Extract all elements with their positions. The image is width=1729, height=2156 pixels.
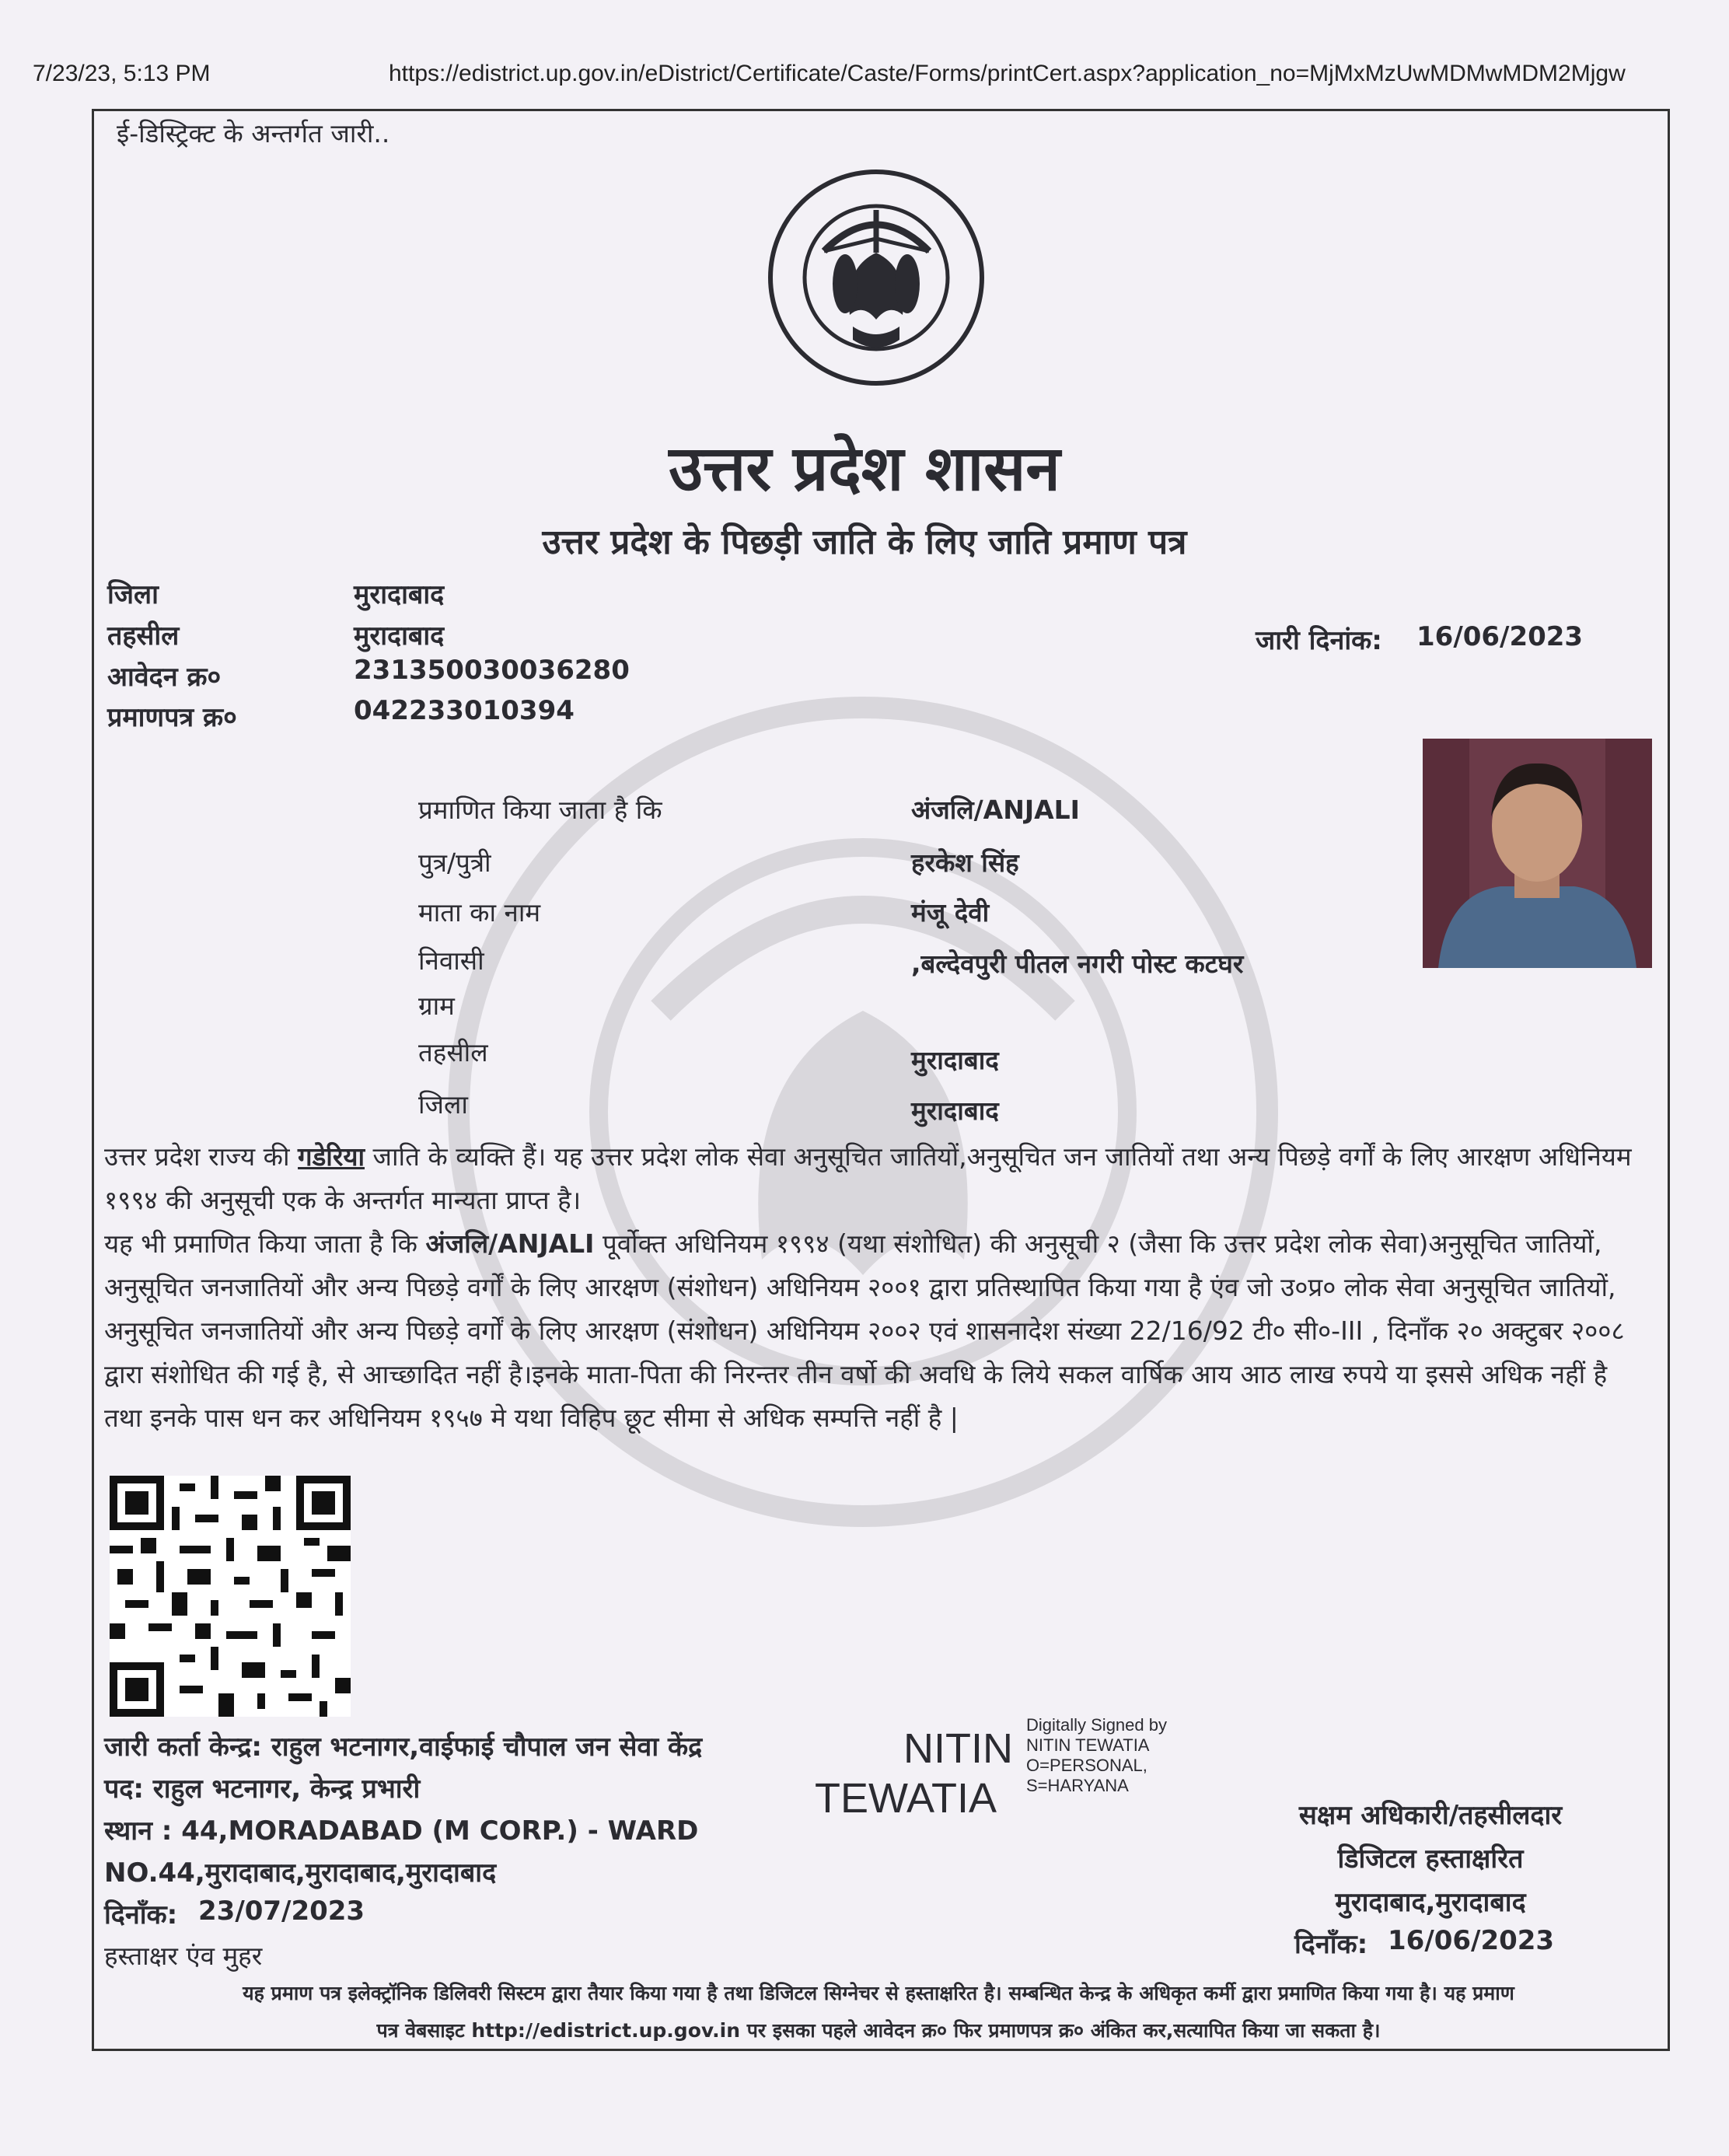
meta-district-label: जिला xyxy=(107,579,159,610)
mother-label: माता का नाम xyxy=(418,897,541,928)
father-name: हरकेश सिंह xyxy=(911,847,1019,878)
up-emblem-icon xyxy=(766,167,987,389)
certificate-title: उत्तर प्रदेश के पिछड़ी जाति के लिए जाति प्रमाण पत्र xyxy=(542,522,1187,562)
resident-label: निवासी xyxy=(418,945,484,976)
authority-date-value: 16/06/2023 xyxy=(1388,1925,1555,1956)
issuing-center: जारी कर्ता केन्द्र: राहुल भटनागर,वाईफाई चौपाल जन सेवा केंद्र xyxy=(104,1731,703,1763)
qr-code[interactable] xyxy=(109,1476,351,1717)
print-datetime: 7/23/23, 5:13 PM xyxy=(33,61,211,86)
print-url[interactable]: https://edistrict.up.gov.in/eDistrict/Certificate/Caste/Forms/printCert.aspx?application_no=MjMxMzUwMDMwMDM2Mjgw xyxy=(389,61,1626,86)
detail-tehsil-value: मुरादाबाद xyxy=(911,1045,999,1075)
sign-and-seal: हस्ताक्षर एंव मुहर xyxy=(104,1941,263,1971)
certified-label: प्रमाणित किया जाता है कि xyxy=(418,795,662,825)
signer-name-2: TEWATIA xyxy=(815,1775,997,1822)
authority-digital: डिजिटल हस्ताक्षरित xyxy=(1337,1843,1524,1875)
issuer-date-value: 23/07/2023 xyxy=(198,1896,365,1927)
authority-place: मुरादाबाद,मुरादाबाद xyxy=(1335,1887,1526,1918)
caste-paragraph: उत्तर प्रदेश राज्य की गडेरिया जाति के व्यक्ति हैं। यह उत्तर प्रदेश लोक सेवा अनुसूचित जातियों,अनुसूचित जन जातियों तथा अन्य पिछड़े वर्गों के लिए आरक्षण अधिनियम १९९४ की अनुसूची एक के अन्तर्गत मान्यता प्राप्त है। xyxy=(104,1141,1632,1215)
meta-tehsil-label: तहसील xyxy=(107,620,180,652)
signature-details: Digitally Signed by NITIN TEWATIA O=PERSONAL, S=HARYANA xyxy=(1026,1715,1167,1795)
detail-district-value: मुरादाबाद xyxy=(911,1095,999,1126)
para-applicant-name: अंजलि/ANJALI xyxy=(425,1228,595,1259)
detail-district-label: जिला xyxy=(418,1089,468,1120)
detail-tehsil-label: तहसील xyxy=(418,1037,488,1068)
application-number: 231350030036280 xyxy=(354,655,630,686)
footer-note-2: पत्र वेबसाइट http://edistrict.up.gov.in पर इसका पहले आवेदन क्र० फिर प्रमाणपत्र क्र० अंकित कर,सत्यापित किया जा सकता है। xyxy=(376,2019,1381,2042)
resident-address: ,बल्देवपुरी पीतल नगरी पोस्ट कटघर xyxy=(911,949,1244,979)
footer-note-1: यह प्रमाण पत्र इलेक्ट्रॉनिक डिलिवरी सिस्टम द्वारा तैयार किया गया है तथा डिजिटल सिग्नेचर से हस्ताक्षरित है। सम्बन्धित केन्द्र के अधिकृत कर्मी द्वारा प्रमाणित किया गया है। यह प्रमाण xyxy=(243,1982,1514,2004)
caste-name: गडेरिया xyxy=(298,1141,365,1172)
issuer-place-1: स्थान : 44,MORADABAD (M CORP.) - WARD xyxy=(104,1815,699,1847)
issue-date-label: जारी दिनांक: xyxy=(1256,625,1382,656)
issuer-place-2: NO.44,मुरादाबाद,मुरादाबाद,मुरादाबाद xyxy=(104,1857,497,1889)
applicant-photo xyxy=(1423,739,1652,968)
meta-tehsil-value: मुरादाबाद xyxy=(354,620,445,652)
income-paragraph: यह भी प्रमाणित किया जाता है कि अंजलि/ANJALI पूर्वोक्त अधिनियम १९९४ (यथा संशोधित) की अनुसूची २ (जैसा कि उत्तर प्रदेश लोक सेवा)अनुसूचित जातियों, अनुसूचित जनजातियों और अन्य पिछड़े वर्गों के लिए आरक्षण (संशोधन) अधिनियम २००१ द्वारा प्रतिस्थापित किया गया है एंव जो उ०प्र० लोक सेवा अनुसूचित जातियों, अनुसूचित जनजातियों और अन्य पिछड़े वर्गों के लिए आरक्षण (संशोधन) अधिनियम २००२ एवं शासनादेश संख्या 22/16/92 टी० सी०-III , दिनाँक २० अक्टुबर २००८ द्वारा संशोधित की गई है, से आच्छादित नहीं है।इनके माता-पिता की निरन्तर तीन वर्षो की अवधि के लिये सकल वार्षिक आय आठ लाख रुपये या इससे अधिक नहीं है तथा इनके पास धन कर अधिनियम १९५७ मे यथा विहिप छूट सीमा से अधिक सम्पत्ति नहीं है | xyxy=(104,1228,1625,1433)
certificate-number: 042233010394 xyxy=(354,695,575,726)
issuer-date-label: दिनाँक: xyxy=(104,1899,178,1931)
meta-certificate-label: प्रमाणपत्र क्र० xyxy=(107,702,237,733)
signer-name-1: NITIN xyxy=(903,1725,1013,1772)
authority-title: सक्षम अधिकारी/तहसीलदार xyxy=(1298,1800,1563,1831)
meta-application-label: आवेदन क्र० xyxy=(107,662,222,693)
authority-date-label: दिनाँक: xyxy=(1294,1929,1368,1960)
issue-date-value: 16/06/2023 xyxy=(1416,621,1584,652)
govt-title: उत्तर प्रदेश शासन xyxy=(669,432,1060,505)
issued-under: ई-डिस्ट्रिक्ट के अन्तर्गत जारी.. xyxy=(117,118,390,149)
certified-name: अंजलि/ANJALI xyxy=(911,795,1080,825)
issuer-post: पद: राहुल भटनागर, केन्द्र प्रभारी xyxy=(104,1773,421,1805)
child-of-label: पुत्र/पुत्री xyxy=(418,847,491,878)
meta-district-value: मुरादाबाद xyxy=(354,579,445,610)
mother-name: मंजू देवी xyxy=(911,897,990,928)
village-label: ग्राम xyxy=(418,991,455,1021)
